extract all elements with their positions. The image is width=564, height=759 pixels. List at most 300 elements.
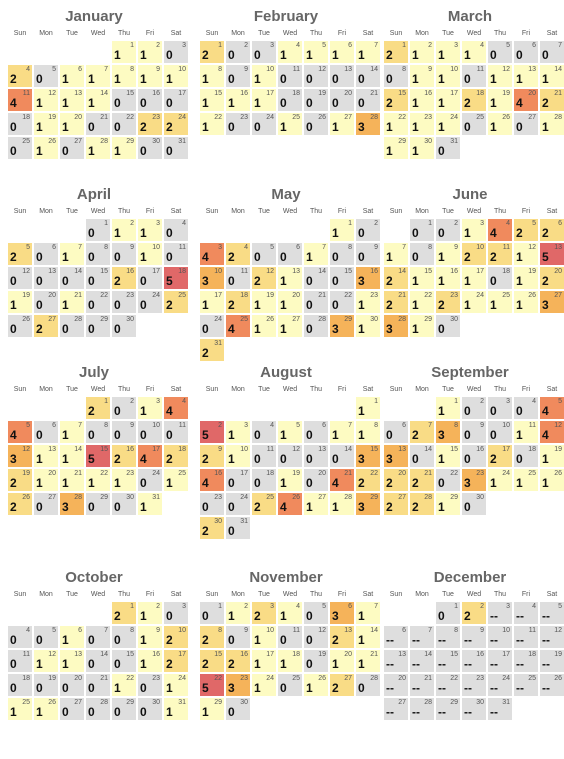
day-value: 1 (202, 298, 209, 312)
day-value: 0 (114, 96, 121, 110)
day-cell (278, 65, 302, 87)
day-cell (252, 291, 276, 313)
month-april (8, 186, 186, 376)
day-value: 0 (166, 250, 173, 264)
day-cell (436, 445, 460, 467)
day-value: 1 (332, 500, 339, 514)
day-value: 2 (228, 298, 235, 312)
day-cell (436, 113, 460, 135)
day-number: 16 (476, 446, 484, 453)
day-number: 27 (554, 292, 562, 299)
day-value: 0 (88, 705, 95, 719)
day-value: 1 (166, 681, 173, 695)
day-number: 10 (266, 66, 274, 73)
day-value: 2 (438, 298, 445, 312)
day-value: 0 (332, 452, 339, 466)
day-number: 15 (100, 446, 108, 453)
day-value: 1 (386, 144, 393, 158)
day-number: 9 (218, 446, 222, 453)
day-number: 29 (126, 138, 134, 145)
weekday-label: Tue (442, 30, 454, 37)
day-cell (514, 267, 538, 289)
day-value: 1 (358, 298, 365, 312)
day-cell (514, 626, 538, 648)
day-value: 4 (228, 322, 235, 336)
day-number: 1 (218, 42, 222, 49)
day-number: 26 (266, 316, 274, 323)
day-value: 3 (62, 500, 69, 514)
day-value: 5 (88, 452, 95, 466)
day-cell (540, 602, 564, 624)
day-value: 4 (280, 500, 287, 514)
day-cell (540, 113, 564, 135)
day-cell (112, 698, 136, 720)
day-cell (436, 469, 460, 491)
day-number: 22 (214, 675, 222, 682)
day-number: 26 (292, 494, 300, 501)
day-value: 0 (36, 633, 43, 647)
day-number: 26 (528, 292, 536, 299)
day-number: 12 (318, 627, 326, 634)
day-value: 3 (358, 500, 365, 514)
day-number: 16 (152, 651, 160, 658)
day-cell (462, 602, 486, 624)
day-value: 0 (332, 96, 339, 110)
day-value: 0 (306, 322, 313, 336)
month-title: December (433, 569, 507, 586)
day-number: 18 (528, 651, 536, 658)
day-cell (164, 41, 188, 63)
weekday-label: Wed (282, 591, 298, 598)
day-number: 18 (178, 446, 186, 453)
day-value: 2 (412, 500, 419, 514)
day-value: 0 (36, 72, 43, 86)
day-number: 26 (554, 675, 562, 682)
day-cell (540, 397, 564, 419)
month-june (384, 186, 562, 376)
day-number: 31 (152, 494, 160, 501)
day-number: 30 (152, 699, 160, 706)
day-number: 8 (374, 422, 378, 429)
day-number: 21 (370, 90, 378, 97)
day-value: 0 (516, 120, 523, 134)
weekday-label: Sun (13, 208, 27, 215)
day-value: 0 (114, 657, 121, 671)
day-cell (60, 445, 84, 467)
day-number: 14 (318, 268, 326, 275)
day-number: 25 (178, 292, 186, 299)
day-value: -- (516, 681, 524, 695)
day-number: 14 (100, 651, 108, 658)
day-value: 3 (332, 322, 339, 336)
day-number: 6 (348, 603, 352, 610)
day-cell (514, 445, 538, 467)
day-value: 0 (62, 705, 69, 719)
day-value: 1 (228, 452, 235, 466)
day-cell (112, 243, 136, 265)
day-cell (488, 219, 512, 241)
day-value: 1 (280, 298, 287, 312)
day-number: 30 (240, 699, 248, 706)
day-number: 2 (374, 220, 378, 227)
day-value: 1 (202, 96, 209, 110)
day-value: 3 (358, 452, 365, 466)
day-cell (356, 219, 380, 241)
day-number: 13 (48, 446, 56, 453)
day-value: 0 (280, 72, 287, 86)
day-value: 0 (490, 274, 497, 288)
day-number: 4 (182, 220, 186, 227)
weekday-label: Mon (231, 30, 245, 37)
weekday-label: Thu (117, 30, 131, 37)
weekday-label: Mon (39, 386, 53, 393)
day-value: 4 (166, 404, 173, 418)
day-number: 27 (398, 699, 406, 706)
day-cell (226, 445, 250, 467)
day-value: 1 (358, 609, 365, 623)
day-cell (514, 469, 538, 491)
day-cell (436, 698, 460, 720)
day-cell (462, 41, 486, 63)
day-cell (462, 445, 486, 467)
day-cell (86, 626, 110, 648)
day-number: 9 (374, 244, 378, 251)
day-cell (356, 674, 380, 696)
weekday-label: Sat (546, 208, 558, 215)
weekday-label: Thu (117, 208, 131, 215)
day-number: 27 (318, 494, 326, 501)
day-cell (330, 219, 354, 241)
day-cell (410, 113, 434, 135)
day-number: 14 (398, 268, 406, 275)
day-value: 0 (88, 120, 95, 134)
day-cell (8, 243, 32, 265)
day-cell (164, 219, 188, 241)
day-number: 23 (152, 114, 160, 121)
day-cell (304, 291, 328, 313)
day-cell (330, 493, 354, 515)
day-value: 1 (166, 72, 173, 86)
day-value: 1 (88, 476, 95, 490)
day-cell (112, 65, 136, 87)
day-number: 29 (344, 316, 352, 323)
day-cell (200, 291, 224, 313)
day-value: 0 (306, 657, 313, 671)
day-value: 1 (140, 250, 147, 264)
day-number: 8 (454, 422, 458, 429)
day-value: 1 (62, 633, 69, 647)
day-cell (514, 674, 538, 696)
day-number: 25 (292, 675, 300, 682)
day-value: 0 (332, 250, 339, 264)
day-number: 31 (178, 699, 186, 706)
day-number: 21 (370, 651, 378, 658)
day-value: 0 (88, 681, 95, 695)
day-number: 23 (240, 114, 248, 121)
weekday-label: Sun (389, 30, 403, 37)
day-value: -- (438, 705, 446, 719)
day-value: 0 (280, 250, 287, 264)
day-number: 6 (558, 220, 562, 227)
day-value: 2 (386, 500, 393, 514)
day-value: -- (516, 633, 524, 647)
day-value: 0 (332, 72, 339, 86)
day-value: 2 (386, 274, 393, 288)
day-value: 1 (516, 250, 523, 264)
day-value: -- (438, 633, 446, 647)
day-cell (462, 113, 486, 135)
weekday-label: Sun (13, 591, 27, 598)
day-number: 18 (528, 446, 536, 453)
day-number: 27 (398, 494, 406, 501)
day-cell (410, 698, 434, 720)
day-cell (8, 137, 32, 159)
weekday-label: Tue (258, 208, 270, 215)
day-number: 7 (104, 66, 108, 73)
day-number: 7 (428, 422, 432, 429)
day-number: 23 (126, 292, 134, 299)
day-number: 13 (398, 651, 406, 658)
day-value: 0 (114, 250, 121, 264)
day-value: 2 (412, 476, 419, 490)
day-cell (304, 89, 328, 111)
day-number: 31 (214, 340, 222, 347)
day-value: 0 (36, 681, 43, 695)
day-number: 19 (48, 114, 56, 121)
day-number: 15 (370, 446, 378, 453)
day-cell (200, 493, 224, 515)
day-value: -- (542, 681, 550, 695)
day-number: 18 (292, 90, 300, 97)
day-value: 4 (202, 250, 209, 264)
day-cell (112, 113, 136, 135)
day-value: 1 (542, 120, 549, 134)
day-cell (60, 267, 84, 289)
weekday-label: Mon (415, 208, 429, 215)
day-cell (226, 650, 250, 672)
weekday-label: Wed (90, 591, 106, 598)
day-cell (60, 421, 84, 443)
day-value: 3 (10, 452, 17, 466)
day-value: 2 (358, 476, 365, 490)
day-value: 1 (228, 428, 235, 442)
day-value: 1 (306, 681, 313, 695)
day-number: 24 (502, 470, 510, 477)
day-cell (164, 698, 188, 720)
day-number: 28 (74, 316, 82, 323)
day-cell (112, 219, 136, 241)
day-number: 28 (344, 494, 352, 501)
day-number: 19 (528, 268, 536, 275)
day-cell (356, 445, 380, 467)
day-cell (330, 421, 354, 443)
month-november (200, 569, 378, 759)
day-value: 2 (228, 657, 235, 671)
day-value: 0 (332, 274, 339, 288)
day-cell (436, 219, 460, 241)
day-number: 6 (402, 422, 406, 429)
weekday-label: Sat (170, 208, 182, 215)
day-number: 30 (152, 138, 160, 145)
day-value: 1 (306, 48, 313, 62)
day-cell (34, 243, 58, 265)
day-cell (488, 626, 512, 648)
day-number: 25 (502, 292, 510, 299)
weekday-label: Sun (205, 591, 219, 598)
day-number: 11 (178, 422, 186, 429)
weekday-label: Thu (309, 591, 323, 598)
day-value: 2 (516, 226, 523, 240)
weekday-label: Thu (493, 591, 507, 598)
day-cell (304, 469, 328, 491)
day-value: 0 (358, 226, 365, 240)
day-cell (200, 267, 224, 289)
day-cell (436, 421, 460, 443)
day-cell (410, 243, 434, 265)
day-value: 0 (358, 96, 365, 110)
day-value: 2 (166, 452, 173, 466)
day-number: 22 (214, 114, 222, 121)
day-cell (514, 291, 538, 313)
day-number: 5 (322, 603, 326, 610)
day-cell (138, 65, 162, 87)
day-number: 12 (48, 651, 56, 658)
day-value: 0 (202, 609, 209, 623)
day-value: 1 (542, 476, 549, 490)
day-cell (384, 698, 408, 720)
day-value: 2 (140, 120, 147, 134)
day-number: 15 (424, 268, 432, 275)
day-number: 22 (424, 292, 432, 299)
day-cell (410, 626, 434, 648)
day-number: 15 (398, 90, 406, 97)
day-cell (330, 267, 354, 289)
day-value: 4 (332, 476, 339, 490)
day-cell (330, 469, 354, 491)
day-cell (304, 445, 328, 467)
day-cell (226, 315, 250, 337)
day-cell (356, 602, 380, 624)
day-value: 1 (490, 96, 497, 110)
day-cell (34, 650, 58, 672)
day-number: 15 (100, 268, 108, 275)
day-value: 0 (88, 226, 95, 240)
day-cell (252, 113, 276, 135)
day-cell (278, 650, 302, 672)
day-value: 0 (10, 657, 17, 671)
day-value: 4 (542, 428, 549, 442)
day-cell (60, 65, 84, 87)
weekday-label: Tue (258, 386, 270, 393)
day-number: 22 (126, 114, 134, 121)
day-number: 30 (476, 699, 484, 706)
day-number: 15 (344, 268, 352, 275)
day-value: 2 (166, 633, 173, 647)
day-cell (540, 41, 564, 63)
day-value: 1 (228, 609, 235, 623)
day-value: 0 (254, 48, 261, 62)
weekday-label: Sun (389, 591, 403, 598)
day-cell (436, 674, 460, 696)
day-number: 25 (178, 470, 186, 477)
day-number: 21 (344, 470, 352, 477)
day-cell (86, 113, 110, 135)
day-number: 25 (292, 114, 300, 121)
day-cell (330, 291, 354, 313)
day-number: 19 (502, 90, 510, 97)
day-cell (164, 674, 188, 696)
day-number: 6 (402, 627, 406, 634)
day-cell (278, 469, 302, 491)
day-number: 6 (532, 42, 536, 49)
day-cell (410, 674, 434, 696)
day-value: 1 (358, 428, 365, 442)
day-value: 0 (166, 428, 173, 442)
day-cell (488, 267, 512, 289)
day-cell (8, 445, 32, 467)
day-value: 1 (140, 226, 147, 240)
day-number: 28 (424, 494, 432, 501)
day-number: 10 (502, 422, 510, 429)
weekday-label: Wed (282, 208, 298, 215)
day-cell (252, 89, 276, 111)
day-cell (138, 243, 162, 265)
day-value: 0 (386, 428, 393, 442)
day-cell (462, 493, 486, 515)
day-value: 0 (88, 274, 95, 288)
day-value: 1 (36, 705, 43, 719)
day-number: 21 (74, 292, 82, 299)
day-value: 1 (464, 48, 471, 62)
day-value: 2 (114, 609, 121, 623)
day-cell (384, 315, 408, 337)
day-cell (410, 469, 434, 491)
day-number: 4 (182, 398, 186, 405)
day-number: 12 (554, 422, 562, 429)
day-value: 1 (202, 120, 209, 134)
day-cell (60, 674, 84, 696)
day-value: -- (386, 705, 394, 719)
day-number: 6 (322, 422, 326, 429)
day-number: 25 (528, 470, 536, 477)
day-number: 1 (454, 398, 458, 405)
day-number: 14 (100, 90, 108, 97)
day-number: 31 (240, 518, 248, 525)
day-number: 3 (182, 42, 186, 49)
day-cell (488, 89, 512, 111)
weekday-label: Sun (205, 386, 219, 393)
day-number: 23 (476, 675, 484, 682)
day-cell (60, 469, 84, 491)
day-value: 1 (438, 452, 445, 466)
day-number: 17 (450, 90, 458, 97)
day-value: 0 (254, 120, 261, 134)
day-number: 17 (266, 651, 274, 658)
day-cell (86, 243, 110, 265)
day-value: 1 (140, 500, 147, 514)
day-value: -- (542, 633, 550, 647)
day-number: 10 (214, 268, 222, 275)
day-cell (200, 674, 224, 696)
day-value: -- (490, 609, 498, 623)
day-cell (356, 267, 380, 289)
day-value: 0 (166, 609, 173, 623)
day-value: 0 (306, 298, 313, 312)
day-number: 8 (130, 66, 134, 73)
weekday-label: Mon (39, 30, 53, 37)
day-number: 7 (348, 422, 352, 429)
day-number: 3 (182, 603, 186, 610)
